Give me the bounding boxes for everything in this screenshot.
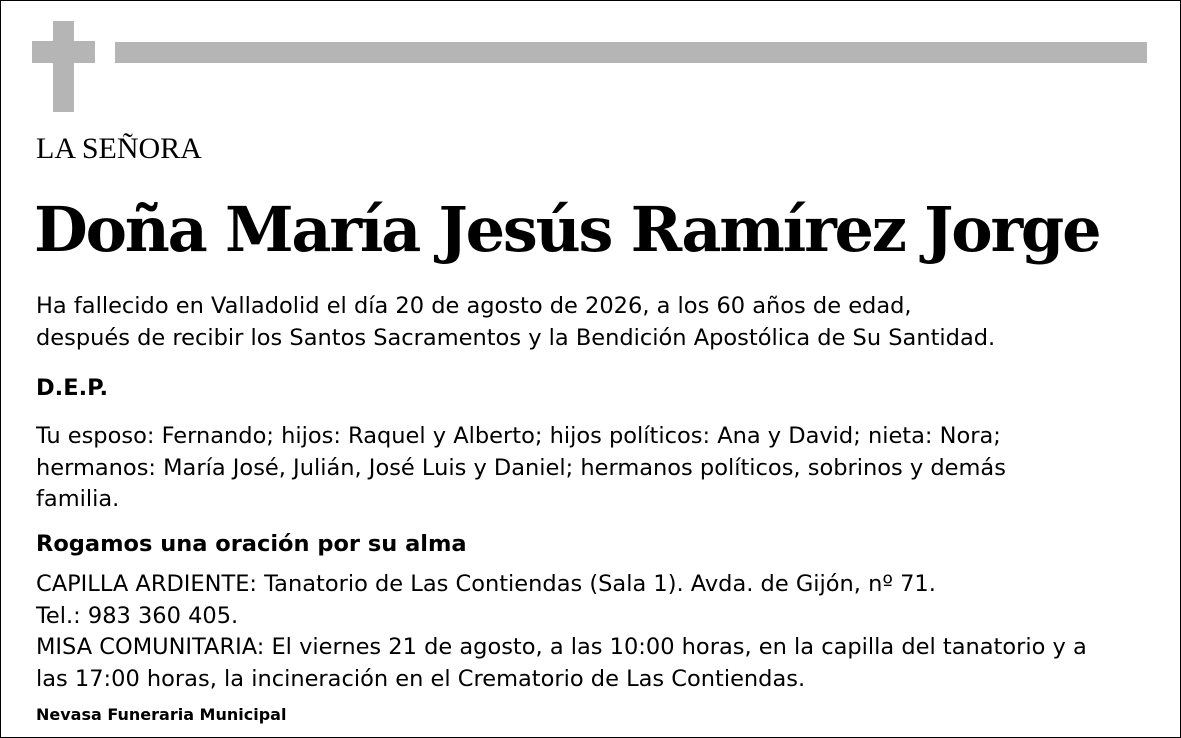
rip-label: D.E.P. — [36, 375, 109, 401]
header-rule — [115, 42, 1147, 63]
deceased-name: Doña María Jesús Ramírez Jorge — [34, 193, 1100, 266]
announcement-line: Ha fallecido en Valladolid el día 20 de agosto de 2026, a los 60 años de edad, — [36, 293, 912, 319]
cross-vertical-bar — [53, 21, 74, 112]
family-line: familia. — [36, 486, 120, 512]
salutation: LA SEÑORA — [36, 132, 202, 165]
wake-location-line: CAPILLA ARDIENTE: Tanatorio de Las Contiendas (Sala 1). Avda. de Gijón, nº 71. — [36, 571, 936, 597]
mass-line: MISA COMUNITARIA: El viernes 21 de agosto, a las 10:00 horas, en la capilla del tanatorio y a — [36, 634, 1087, 660]
family-line: Tu esposo: Fernando; hijos: Raquel y Alberto; hijos políticos: Ana y David; nieta: Nora; — [36, 423, 1001, 449]
cross-horizontal-bar — [32, 41, 95, 63]
announcement-paragraph — [36, 291, 995, 354]
announcement-line: después de recibir los Santos Sacramentos y la Bendición Apostólica de Su Santidad. — [36, 324, 996, 351]
mass-line: las 17:00 horas, la incineración en el Crematorio de Las Contiendas. — [36, 665, 806, 692]
phone-line: Tel.: 983 360 405. — [36, 602, 239, 629]
family-paragraph — [36, 421, 1006, 516]
family-line: hermanos: María José, Julián, José Luis y Daniel; hermanos políticos, sobrinos y demás — [36, 454, 1006, 481]
funeral-home-name: Nevasa Funeraria Municipal — [36, 705, 287, 724]
prayer-request: Rogamos una oración por su alma — [36, 531, 467, 557]
service-details — [36, 569, 1087, 695]
